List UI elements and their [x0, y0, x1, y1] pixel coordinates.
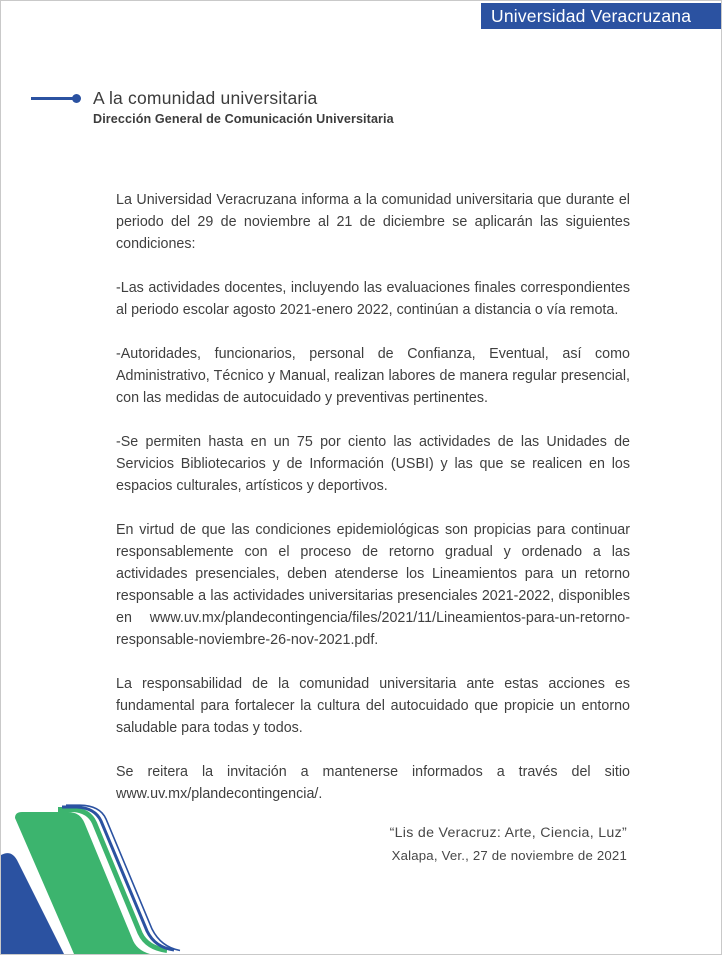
university-banner	[481, 3, 721, 29]
department-subtitle: Dirección General de Comunicación Universitaria	[93, 112, 394, 126]
accent-dot	[72, 94, 81, 103]
body-paragraph: En virtud de que las condiciones epidemiológicas son propicias para continuar responsablemente con el proceso de retorno gradual y ordenado a las actividades presenciales, deben atenderse los Lineamientos para un retorno responsable a las actividades universitarias presenciales 2021-2022, disponibles en www.uv.mx/plandecontingencia/files/2021/11/Lineamientos-para-un-retorno-responsable-noviembre-26-nov-2021.pdf.	[116, 522, 630, 648]
letter-closing	[390, 825, 627, 863]
university-banner-title: Universidad Veracruzana	[491, 5, 692, 26]
body-paragraph: -Se permiten hasta en un 75 por ciento las actividades de las Unidades de Servicios Bibliotecarios y de Información (USBI) y las que se realicen en los espacios culturales, artísticos y deportivos.	[116, 434, 630, 494]
body-paragraph: Se reitera la invitación a mantenerse informados a través del sitio www.uv.mx/plandecontingencia/.	[116, 764, 630, 802]
body-paragraph: -Las actividades docentes, incluyendo las evaluaciones finales correspondientes al periodo escolar agosto 2021-enero 2022, continúan a distancia o vía remota.	[116, 280, 630, 318]
body-paragraph: -Autoridades, funcionarios, personal de Confianza, Eventual, así como Administrativo, Técnico y Manual, realizan labores de manera regular presencial, con las medidas de autocuidado y preventivas pertinentes.	[116, 346, 630, 406]
letter-body	[116, 189, 630, 827]
page-title: A la comunidad universitaria	[93, 88, 318, 108]
accent-line	[31, 97, 73, 100]
body-paragraph: La responsabilidad de la comunidad universitaria ante estas acciones es fundamental para fortalecer la cultura del autocuidado que propicie un entorno saludable para todas y todos.	[116, 676, 630, 736]
motto: “Lis de Veracruz: Arte, Ciencia, Luz”	[389, 825, 627, 841]
dateline: Xalapa, Ver., 27 de noviembre de 2021	[391, 848, 627, 863]
body-paragraph: La Universidad Veracruzana informa a la comunidad universitaria que durante el periodo del 29 de noviembre al 21 de diciembre se aplicarán las siguientes condiciones:	[116, 192, 630, 252]
letterhead-swoosh	[1, 804, 201, 954]
